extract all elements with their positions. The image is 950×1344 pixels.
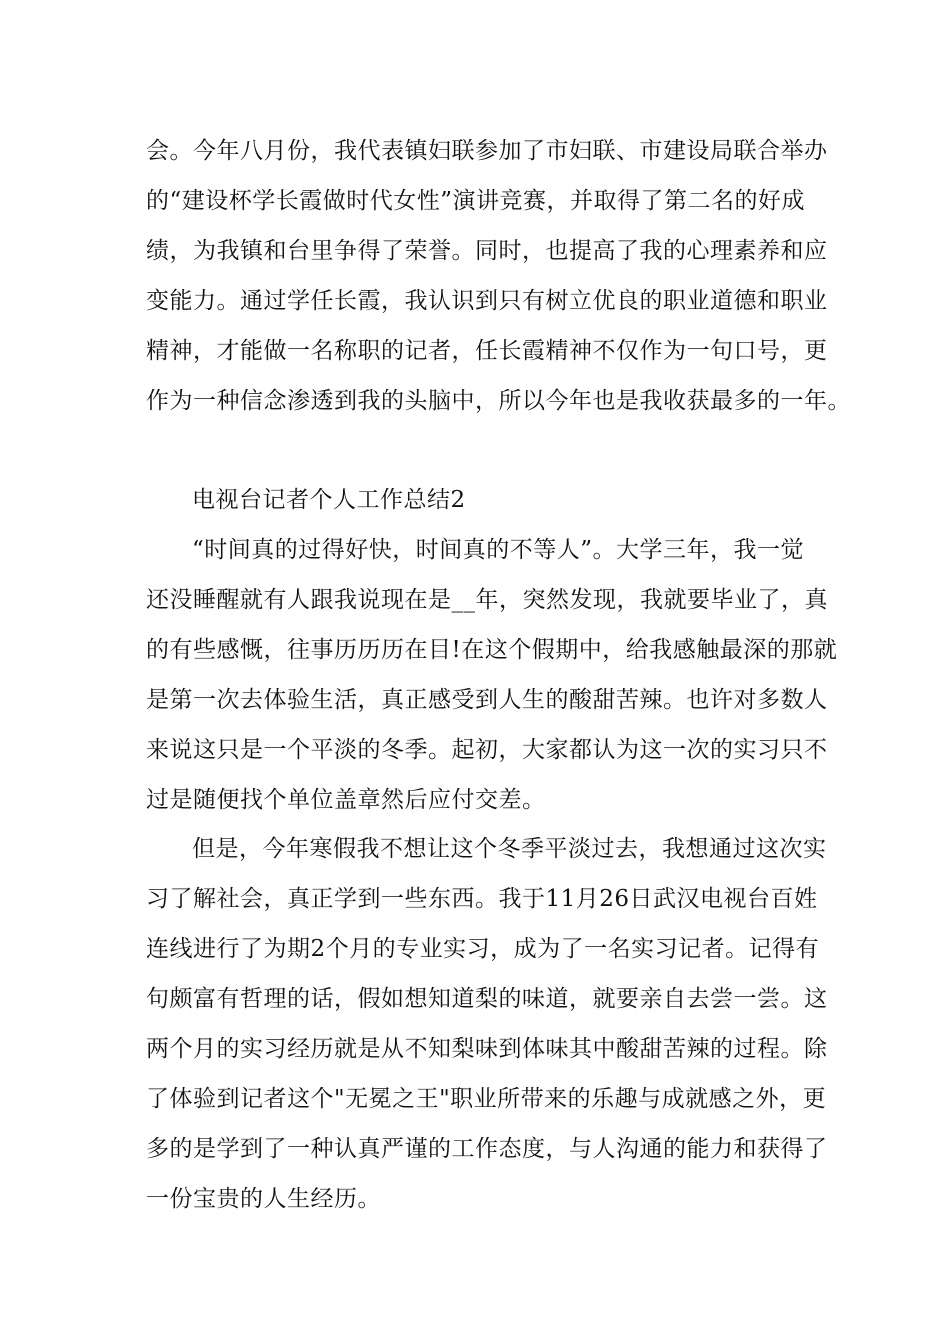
paragraph-2-line-5: 来说这只是一个平淡的冬季。起初，大家都认为这一次的实习只不: [146, 737, 828, 763]
paragraph-3-line-4: 句颇富有哲理的话，假如想知道梨的味道，就要亲自去尝一尝。这: [146, 986, 828, 1012]
section-title: 电视台记者个人工作总结2: [192, 487, 466, 513]
paragraph-3-line-3: 连线进行了为期2个月的专业实习，成为了一名实习记者。记得有: [146, 936, 820, 962]
paragraph-1-line-6: 作为一种信念渗透到我的头脑中，所以今年也是我收获最多的一年。: [146, 388, 851, 414]
paragraph-2-line-4: 是第一次去体验生活，真正感受到人生的酸甜苦辣。也许对多数人: [146, 687, 828, 713]
paragraph-2-line-6: 过是随便找个单位盖章然后应付交差。: [146, 787, 546, 813]
paragraph-1-line-2: 的“建设杯学长霞做时代女性”演讲竞赛，并取得了第二名的好成: [146, 188, 806, 214]
paragraph-1-line-4: 变能力。通过学任长霞，我认识到只有树立优良的职业道德和职业: [146, 288, 828, 314]
paragraph-2-line-2: 还没睡醒就有人跟我说现在是__年，突然发现，我就要毕业了，真: [146, 587, 828, 613]
paragraph-2-line-3: 的有些感慨，往事历历历在目!在这个假期中，给我感触最深的那就: [146, 637, 838, 663]
paragraph-3-line-8: 一份宝贵的人生经历。: [146, 1186, 381, 1212]
paragraph-3-line-5: 两个月的实习经历就是从不知梨味到体味其中酸甜苦辣的过程。除: [146, 1036, 828, 1062]
paragraph-3-line-7: 多的是学到了一种认真严谨的工作态度，与人沟通的能力和获得了: [146, 1136, 828, 1162]
paragraph-3-line-2: 习了解社会，真正学到一些东西。我于11月26日武汉电视台百姓: [146, 886, 818, 912]
paragraph-2-line-1: “时间真的过得好快，时间真的不等人”。大学三年，我一觉: [192, 537, 805, 563]
paragraph-1-line-3: 绩，为我镇和台里争得了荣誉。同时，也提高了我的心理素养和应: [146, 238, 828, 264]
paragraph-3-line-1: 但是，今年寒假我不想让这个冬季平淡过去，我想通过这次实: [192, 836, 827, 862]
paragraph-3-line-6: 了体验到记者这个"无冕之王"职业所带来的乐趣与成就感之外，更: [146, 1086, 827, 1112]
paragraph-1-line-5: 精神，才能做一名称职的记者，任长霞精神不仅作为一句口号，更: [146, 338, 828, 364]
paragraph-1-line-1: 会。今年八月份，我代表镇妇联参加了市妇联、市建设局联合举办: [146, 138, 828, 164]
